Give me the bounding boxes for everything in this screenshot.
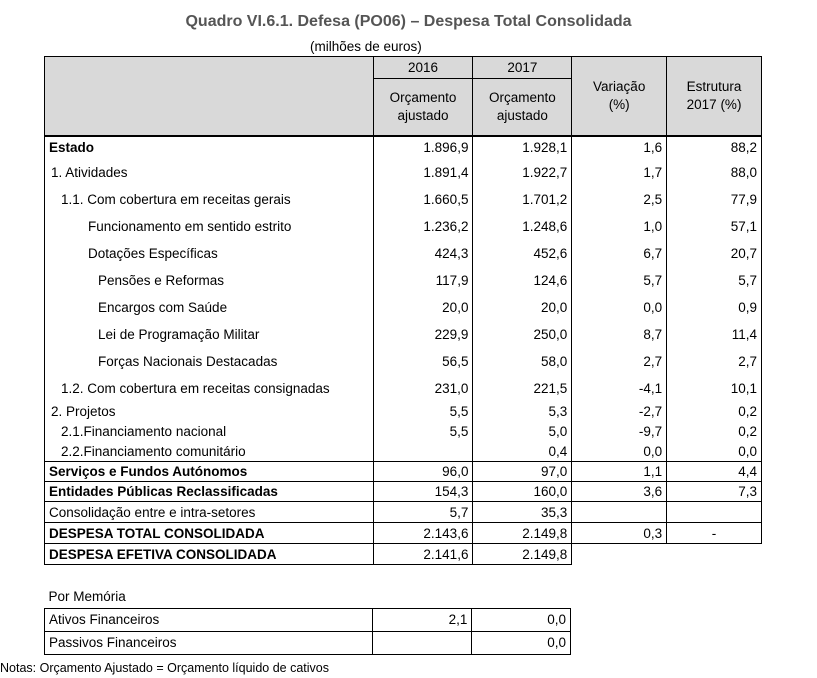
cell-estrutura: 0,2 xyxy=(667,422,762,442)
empty-cell xyxy=(572,544,667,565)
units-label: (milhões de euros) xyxy=(310,39,422,54)
table-row xyxy=(45,442,762,462)
cell-estrutura: 4,4 xyxy=(667,462,762,482)
cell-estrutura: - xyxy=(667,523,762,544)
memoria-table xyxy=(44,585,571,655)
table-row xyxy=(45,523,762,544)
cell-variacao: 5,7 xyxy=(572,267,667,294)
table-row xyxy=(45,502,762,523)
cell-2016: 5,7 xyxy=(373,502,473,523)
row-label: Lei de Programação Militar xyxy=(45,321,374,348)
cell-variacao: 1,7 xyxy=(572,159,667,186)
cell-2017: 452,6 xyxy=(473,240,572,267)
row-label: Ativos Financeiros xyxy=(45,608,373,631)
row-label: 2. Projetos xyxy=(45,402,374,422)
empty-cell xyxy=(372,585,472,608)
cell-estrutura: 88,2 xyxy=(667,136,762,159)
cell-2017: 0,0 xyxy=(472,608,571,631)
table-row xyxy=(45,159,762,186)
empty-cell xyxy=(472,585,571,608)
cell-estrutura: 0,0 xyxy=(667,442,762,462)
cell-variacao: 0,0 xyxy=(572,442,667,462)
header-estrutura-text: Estrutura 2017 (%) xyxy=(686,78,742,112)
cell-variacao: 1,0 xyxy=(572,213,667,240)
cell-variacao: 8,7 xyxy=(572,321,667,348)
cell-2017: 5,0 xyxy=(473,422,572,442)
cell-2017: 97,0 xyxy=(473,462,572,482)
row-label: Dotações Específicas xyxy=(45,240,374,267)
cell-2017: 160,0 xyxy=(473,482,572,502)
expenditure-table xyxy=(44,56,762,565)
cell-2017: 124,6 xyxy=(473,267,572,294)
cell-2016: 1.236,2 xyxy=(373,213,473,240)
table-row xyxy=(45,402,762,422)
cell-variacao: -4,1 xyxy=(572,375,667,402)
cell-2016: 1.660,5 xyxy=(373,186,473,213)
empty-cell xyxy=(667,544,762,565)
cell-2016: 231,0 xyxy=(373,375,473,402)
row-label: Encargos com Saúde xyxy=(45,294,374,321)
cell-variacao: 3,6 xyxy=(572,482,667,502)
cell-2017: 1.701,2 xyxy=(473,186,572,213)
row-label: Passivos Financeiros xyxy=(45,631,373,654)
header-orcamento-2016 xyxy=(373,79,473,136)
row-label: DESPESA EFETIVA CONSOLIDADA xyxy=(45,544,374,565)
header-year-2016: 2016 xyxy=(373,57,473,79)
memoria-title-row xyxy=(45,585,571,608)
table-row xyxy=(45,213,762,240)
header-blank-cell xyxy=(45,57,374,136)
cell-estrutura: 2,7 xyxy=(667,348,762,375)
table-row xyxy=(45,544,762,565)
cell-2016: 2.141,6 xyxy=(373,544,473,565)
row-label: Consolidação entre e intra-setores xyxy=(45,502,374,523)
row-label: Entidades Públicas Reclassificadas xyxy=(45,482,374,502)
cell-variacao: 0,0 xyxy=(572,294,667,321)
table-row xyxy=(45,631,571,654)
cell-2016: 5,5 xyxy=(373,402,473,422)
cell-2017: 2.149,8 xyxy=(473,544,572,565)
cell-2017: 5,3 xyxy=(473,402,572,422)
row-label: 2.2.Financiamento comunitário xyxy=(45,442,374,462)
cell-variacao: -2,7 xyxy=(572,402,667,422)
cell-2016: 154,3 xyxy=(373,482,473,502)
cell-2017: 1.922,7 xyxy=(473,159,572,186)
cell-estrutura: 77,9 xyxy=(667,186,762,213)
table-row xyxy=(45,294,762,321)
cell-2016: 1.891,4 xyxy=(373,159,473,186)
cell-estrutura: 0,2 xyxy=(667,402,762,422)
header-variacao-text: Variação (%) xyxy=(593,78,646,112)
header-variacao xyxy=(572,57,667,136)
cell-variacao xyxy=(572,502,667,523)
row-label: Serviços e Fundos Autónomos xyxy=(45,462,374,482)
cell-variacao: 1,6 xyxy=(572,136,667,159)
cell-2016: 20,0 xyxy=(373,294,473,321)
table-row xyxy=(45,608,571,631)
cell-2017: 0,0 xyxy=(472,631,571,654)
cell-2017: 221,5 xyxy=(473,375,572,402)
cell-2016: 2.143,6 xyxy=(373,523,473,544)
row-label: 1.2. Com cobertura em receitas consignadas xyxy=(45,375,374,402)
cell-variacao: 2,7 xyxy=(572,348,667,375)
header-orcamento-2017 xyxy=(473,79,572,136)
cell-2017: 2.149,8 xyxy=(473,523,572,544)
table-row xyxy=(45,482,762,502)
table-row xyxy=(45,375,762,402)
cell-variacao: -9,7 xyxy=(572,422,667,442)
cell-variacao: 0,3 xyxy=(572,523,667,544)
row-label: DESPESA TOTAL CONSOLIDADA xyxy=(45,523,374,544)
table-title: Quadro VI.6.1. Defesa (PO06) – Despesa Total Consolidada xyxy=(185,13,632,30)
footnote: Notas: Orçamento Ajustado = Orçamento líquido de cativos xyxy=(0,661,329,675)
cell-estrutura: 88,0 xyxy=(667,159,762,186)
cell-2017: 1.928,1 xyxy=(473,136,572,159)
row-label: Funcionamento em sentido estrito xyxy=(45,213,374,240)
cell-2016: 96,0 xyxy=(373,462,473,482)
table-row xyxy=(45,267,762,294)
cell-estrutura: 5,7 xyxy=(667,267,762,294)
cell-2017: 35,3 xyxy=(473,502,572,523)
cell-2017: 20,0 xyxy=(473,294,572,321)
cell-estrutura: 0,9 xyxy=(667,294,762,321)
cell-estrutura: 11,4 xyxy=(667,321,762,348)
cell-estrutura: 57,1 xyxy=(667,213,762,240)
table-row xyxy=(45,186,762,213)
memoria-title: Por Memória xyxy=(45,585,373,608)
cell-variacao: 1,1 xyxy=(572,462,667,482)
cell-2016 xyxy=(372,631,472,654)
header-year-2017: 2017 xyxy=(473,57,572,79)
row-label: Forças Nacionais Destacadas xyxy=(45,348,374,375)
cell-2016 xyxy=(373,442,473,462)
cell-estrutura xyxy=(667,502,762,523)
cell-2016: 424,3 xyxy=(373,240,473,267)
table-row xyxy=(45,240,762,267)
header-orcamento-2016-text: Orçamento ajustado xyxy=(389,89,457,123)
cell-2016: 1.896,9 xyxy=(373,136,473,159)
table-row xyxy=(45,348,762,375)
row-label: 1.1. Com cobertura em receitas gerais xyxy=(45,186,374,213)
cell-2017: 58,0 xyxy=(473,348,572,375)
cell-2016: 229,9 xyxy=(373,321,473,348)
cell-variacao: 2,5 xyxy=(572,186,667,213)
table-row xyxy=(45,462,762,482)
cell-estrutura: 7,3 xyxy=(667,482,762,502)
table-row xyxy=(45,136,762,159)
row-label: 1. Atividades xyxy=(45,159,374,186)
row-label: Pensões e Reformas xyxy=(45,267,374,294)
table-row xyxy=(45,422,762,442)
cell-variacao: 6,7 xyxy=(572,240,667,267)
cell-2017: 1.248,6 xyxy=(473,213,572,240)
cell-2016: 2,1 xyxy=(372,608,472,631)
cell-2016: 117,9 xyxy=(373,267,473,294)
header-estrutura xyxy=(667,57,762,136)
cell-2017: 250,0 xyxy=(473,321,572,348)
row-label: 2.1.Financiamento nacional xyxy=(45,422,374,442)
cell-estrutura: 10,1 xyxy=(667,375,762,402)
header-orcamento-2017-text: Orçamento ajustado xyxy=(488,89,556,123)
table-row xyxy=(45,321,762,348)
cell-2016: 56,5 xyxy=(373,348,473,375)
cell-2016: 5,5 xyxy=(373,422,473,442)
row-label: Estado xyxy=(45,136,374,159)
cell-2017: 0,4 xyxy=(473,442,572,462)
cell-estrutura: 20,7 xyxy=(667,240,762,267)
